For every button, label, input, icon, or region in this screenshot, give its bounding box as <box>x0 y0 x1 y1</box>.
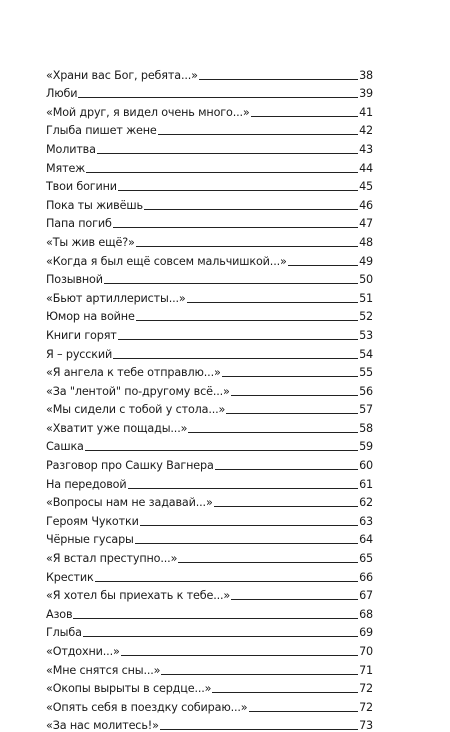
toc-leader-line <box>113 227 358 228</box>
toc-entry <box>46 100 373 119</box>
toc-entry-page-number: 50 <box>359 273 373 287</box>
toc-leader-line <box>135 543 358 544</box>
toc-leader-line <box>231 395 358 396</box>
toc-entry <box>46 416 373 435</box>
toc-entry-title: «Я хотел бы приехать к тебе...» <box>46 589 231 603</box>
toc-leader-line <box>118 339 358 340</box>
toc-entry-page-number: 43 <box>359 142 373 156</box>
toc-entry <box>46 268 373 287</box>
toc-entry-title: Твои богини <box>46 180 117 194</box>
toc-entry-page-number: 65 <box>359 552 373 566</box>
toc-entry-title: На передовой <box>46 477 127 491</box>
toc-leader-line <box>95 581 358 582</box>
toc-entry <box>46 565 373 584</box>
toc-leader-line <box>226 413 358 414</box>
toc-entry <box>46 193 373 212</box>
toc-entry <box>46 249 373 268</box>
toc-entry-title: Сашка <box>46 440 84 454</box>
toc-leader-line <box>97 153 358 154</box>
toc-entry-page-number: 66 <box>359 570 373 584</box>
toc-entry <box>46 714 373 732</box>
toc-entry-page-number: 41 <box>359 105 373 119</box>
toc-entry-title: Я – русский <box>46 347 113 361</box>
toc-entry-page-number: 72 <box>359 700 373 714</box>
toc-entry-page-number: 55 <box>359 366 373 380</box>
toc-leader-line <box>231 599 358 600</box>
toc-entry-page-number: 54 <box>359 347 373 361</box>
toc-entry <box>46 435 373 454</box>
toc-leader-line <box>128 488 359 489</box>
toc-leader-line <box>215 469 358 470</box>
toc-entry-page-number: 64 <box>359 533 373 547</box>
toc-entry-title: «Ты жив ещё?» <box>46 235 135 249</box>
toc-entry <box>46 528 373 547</box>
toc-entry-title: Позывной <box>46 273 103 287</box>
toc-entry <box>46 286 373 305</box>
toc-entry-title: «Храни вас Бог, ребята...» <box>46 68 198 82</box>
table-of-contents <box>46 63 373 732</box>
toc-entry <box>46 342 373 361</box>
toc-entry <box>46 212 373 231</box>
toc-entry-page-number: 56 <box>359 384 373 398</box>
toc-entry <box>46 175 373 194</box>
toc-entry-page-number: 45 <box>359 180 373 194</box>
toc-entry-title: «За "лентой" по-другому всё...» <box>46 384 230 398</box>
toc-entry-title: «Отдохни...» <box>46 645 120 658</box>
toc-entry <box>46 658 373 677</box>
toc-entry-title: Люби <box>46 87 78 101</box>
toc-entry-page-number: 44 <box>359 161 373 175</box>
toc-entry-title: «Мой друг, я видел очень много...» <box>46 105 250 119</box>
toc-entry-page-number: 38 <box>359 68 373 82</box>
toc-entry <box>46 137 373 156</box>
toc-entry-title: «Вопросы нам не задавай...» <box>46 496 213 510</box>
toc-leader-line <box>249 711 359 712</box>
toc-leader-line <box>178 562 358 563</box>
toc-entry-page-number: 60 <box>359 459 373 473</box>
toc-leader-line <box>199 79 358 80</box>
toc-entry-title: «За нас молитесь!» <box>46 719 159 732</box>
toc-leader-line <box>160 729 358 730</box>
toc-entry-page-number: 71 <box>359 663 373 677</box>
toc-entry <box>46 491 373 510</box>
toc-entry-title: Юмор на войне <box>46 310 135 324</box>
toc-leader-line <box>222 376 358 377</box>
toc-entry <box>46 305 373 324</box>
toc-leader-line <box>288 265 358 266</box>
toc-entry <box>46 621 373 640</box>
toc-entry-title: «Я встал преступно...» <box>46 552 178 566</box>
toc-entry-page-number: 49 <box>359 254 373 268</box>
toc-entry-title: «Хватит уже пощады...» <box>46 421 188 435</box>
toc-entry <box>46 453 373 472</box>
toc-entry-title: Глыба <box>46 626 82 640</box>
toc-entry <box>46 398 373 417</box>
toc-leader-line <box>78 97 358 98</box>
toc-entry <box>46 361 373 380</box>
toc-leader-line <box>73 618 358 619</box>
toc-leader-line <box>136 320 358 321</box>
toc-entry <box>46 584 373 603</box>
toc-entry <box>46 323 373 342</box>
toc-entry-title: «Опять себя в поездку собираю...» <box>46 700 248 714</box>
toc-leader-line <box>188 432 358 433</box>
toc-entry-title: Разговор про Сашку Вагнера <box>46 459 214 473</box>
toc-entry-title: Крестик <box>46 570 94 584</box>
toc-entry-title: Пока ты живёшь <box>46 198 143 212</box>
toc-entry-title: Героям Чукотки <box>46 514 139 528</box>
toc-entry-page-number: 51 <box>359 291 373 305</box>
toc-entry-title: «Когда я был ещё совсем мальчишкой...» <box>46 254 287 268</box>
toc-entry-title: Молитва <box>46 142 96 156</box>
toc-entry-page-number: 73 <box>359 719 373 732</box>
toc-leader-line <box>86 172 358 173</box>
toc-entry-title: «Мы сидели с тобой у стола...» <box>46 403 226 417</box>
toc-entry <box>46 695 373 714</box>
toc-entry <box>46 119 373 138</box>
toc-entry-page-number: 62 <box>359 496 373 510</box>
toc-entry-page-number: 63 <box>359 514 373 528</box>
toc-entry <box>46 509 373 528</box>
toc-entry-title: Книги горят <box>46 328 117 342</box>
toc-entry <box>46 639 373 658</box>
toc-leader-line <box>144 209 358 210</box>
toc-leader-line <box>161 674 358 675</box>
toc-leader-line <box>136 246 358 247</box>
toc-entry <box>46 156 373 175</box>
toc-entry-page-number: 70 <box>359 645 373 658</box>
toc-entry <box>46 230 373 249</box>
toc-leader-line <box>118 190 358 191</box>
toc-entry-page-number: 42 <box>359 124 373 138</box>
toc-leader-line <box>140 525 358 526</box>
toc-leader-line <box>113 358 358 359</box>
toc-entry-title: «Я ангела к тебе отправлю...» <box>46 366 221 380</box>
toc-leader-line <box>214 506 358 507</box>
toc-entry-page-number: 46 <box>359 198 373 212</box>
toc-entry-page-number: 69 <box>359 626 373 640</box>
toc-entry <box>46 472 373 491</box>
toc-entry-title: «Бьют артиллеристы...» <box>46 291 186 305</box>
toc-entry-page-number: 61 <box>359 477 373 491</box>
toc-entry <box>46 677 373 696</box>
toc-entry-title: «Окопы вырыты в сердце...» <box>46 682 212 696</box>
toc-entry <box>46 63 373 82</box>
toc-entry-title: Глыба пишет жене <box>46 124 157 138</box>
toc-entry <box>46 546 373 565</box>
toc-entry-title: «Мне снятся сны...» <box>46 663 161 677</box>
toc-entry-page-number: 72 <box>359 682 373 696</box>
toc-leader-line <box>104 283 358 284</box>
toc-entry <box>46 379 373 398</box>
toc-entry-page-number: 39 <box>359 87 373 101</box>
toc-entry-page-number: 57 <box>359 403 373 417</box>
toc-entry-title: Азов <box>46 607 73 621</box>
toc-leader-line <box>158 134 358 135</box>
toc-entry-title: Чёрные гусары <box>46 533 134 547</box>
toc-leader-line <box>187 302 358 303</box>
toc-entry <box>46 82 373 101</box>
toc-entry-page-number: 58 <box>359 421 373 435</box>
toc-leader-line <box>251 116 358 117</box>
toc-entry-page-number: 52 <box>359 310 373 324</box>
toc-leader-line <box>85 450 358 451</box>
toc-leader-line <box>212 692 358 693</box>
toc-entry-page-number: 53 <box>359 328 373 342</box>
toc-entry-page-number: 47 <box>359 217 373 231</box>
toc-leader-line <box>121 655 358 656</box>
toc-entry <box>46 602 373 621</box>
toc-entry-title: Папа погиб <box>46 217 112 231</box>
toc-entry-title: Мятеж <box>46 161 86 175</box>
toc-entry-page-number: 48 <box>359 235 373 249</box>
toc-entry-page-number: 68 <box>359 607 373 621</box>
toc-entry-page-number: 67 <box>359 589 373 603</box>
toc-leader-line <box>83 636 358 637</box>
toc-entry-page-number: 59 <box>359 440 373 454</box>
